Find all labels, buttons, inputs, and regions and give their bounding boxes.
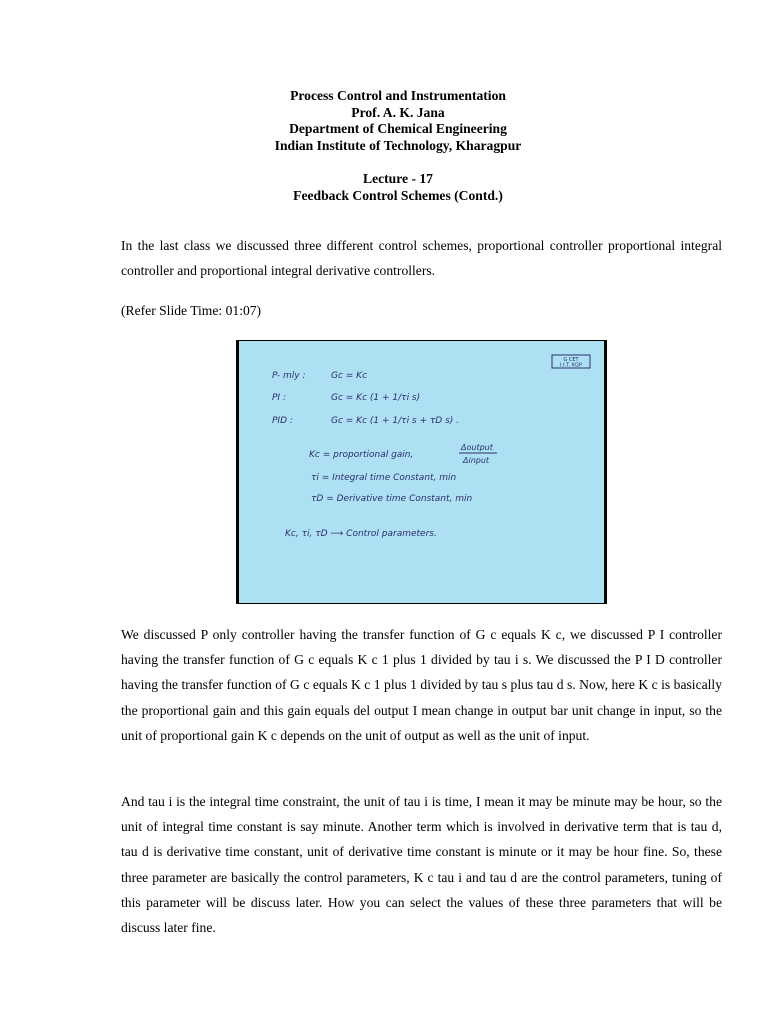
course-title: Process Control and Instrumentation [290, 88, 506, 103]
control-parameters-summary: Kc, τi, τD ⟶ Control parameters. [285, 529, 437, 539]
row1-equation: Gc = Kc [331, 371, 368, 381]
row2-equation: Gc = Kc (1 + 1/τi s) [331, 393, 421, 403]
slide-handwriting [239, 341, 604, 603]
header-gap [0, 155, 768, 171]
row2-label: PI : [272, 393, 286, 403]
body-paragraph-2: And tau i is the integral time constraint, the unit of tau i is time, I mean it may be minute may be hour, so the unit of integral time constant is say minute. Another term which is involved in derivative term that is tau d, tau d is derivative time constant, unit of derivative time constant is minute or it may be hour fine. So, these three parameter are basically the control parameters, K c tau i and tau d are the control parameters, tuning of this parameter will be discuss later. How you can select the values of these three parameters that will be discuss later fine. [121, 794, 722, 936]
intro-paragraph: In the last class we discussed three different control schemes, proportional controller proportional integral controller and proportional integral derivative controllers. [121, 238, 722, 279]
row3-equation: Gc = Kc (1 + 1/τi s + τD s) . [331, 416, 460, 426]
row1-label: P- mly : [272, 371, 306, 381]
definition-kc: Kc = proportional gain, [309, 450, 414, 460]
slide-surface [239, 341, 604, 603]
logo-text-line1: G CET [563, 357, 579, 363]
lecture-slide-image [236, 340, 607, 604]
definition-kc-denominator: Δinput [463, 456, 490, 465]
definition-taui: τi = Integral time Constant, min [311, 473, 457, 483]
department-name: Department of Chemical Engineering [289, 121, 507, 137]
definition-taud: τD = Derivative time Constant, min [311, 494, 473, 504]
institute-name: Indian Institute of Technology, Kharagpur [274, 138, 522, 154]
lecture-topic: Feedback Control Schemes (Contd.) [293, 187, 503, 203]
professor-name: Prof. A. K. Jana [351, 104, 445, 120]
lecture-number: Lecture - 17 [363, 170, 433, 186]
document-header [0, 88, 768, 204]
row3-label: PID : [272, 416, 293, 426]
definition-kc-numerator: Δoutput [461, 443, 493, 452]
refer-slide-time: (Refer Slide Time: 01:07) [121, 303, 262, 318]
body-paragraph-1: We discussed P only controller having the transfer function of G c equals K c, we discussed P I controller having the transfer function of G c equals K c 1 plus 1 divided by tau i s. We discussed the P I D controller having the transfer function of G c equals K c 1 plus 1 divided by tau s plus tau d s. Now, here K c is basically the proportional gain and this gain equals del output I mean change in output bar unit change in input, so the unit of proportional gain K c depends on the unit of output as well as the unit of input. [121, 627, 722, 743]
logo-text-line2: I.I.T. KGP [560, 362, 582, 369]
